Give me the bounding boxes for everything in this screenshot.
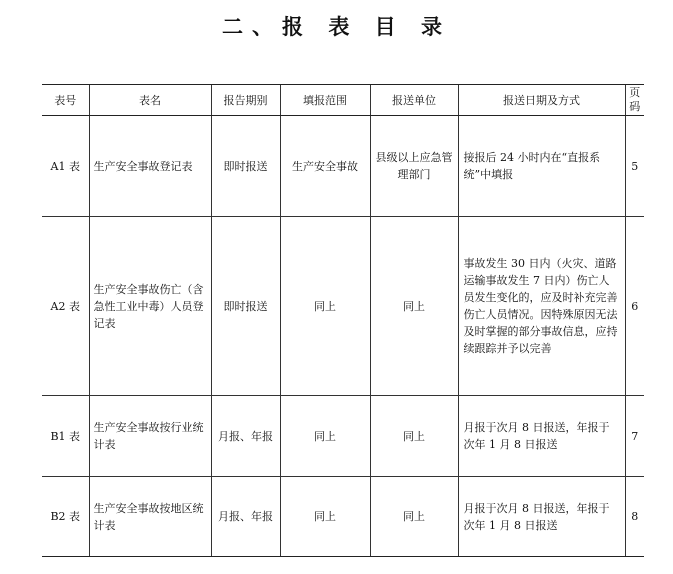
cell-method: 接报后 24 小时内在“直报系统”中填报 (458, 116, 625, 217)
report-catalog-table (42, 84, 644, 557)
header-scope: 填报范围 (280, 85, 370, 116)
cell-unit: 同上 (370, 217, 458, 396)
header-unit: 报送单位 (370, 85, 458, 116)
cell-period: 即时报送 (211, 116, 280, 217)
header-name: 表名 (89, 85, 211, 116)
cell-page: 7 (625, 396, 644, 477)
cell-code: B2 表 (42, 477, 89, 557)
table-row (42, 217, 644, 396)
table-row (42, 477, 644, 557)
page-title: 二、报 表 目 录 (222, 15, 451, 39)
header-page-line2: 码 (629, 100, 641, 113)
cell-page: 8 (625, 477, 644, 557)
cell-name: 生产安全事故按地区统计表 (89, 477, 211, 557)
cell-scope: 同上 (280, 477, 370, 557)
table-row (42, 396, 644, 477)
header-code: 表号 (42, 85, 89, 116)
cell-method: 事故发生 30 日内（火灾、道路运输事故发生 7 日内）伤亡人员发生变化的，应及时补充完善伤亡人员情况。因特殊原因无法及时掌握的部分事故信息，应持续跟踪并予以完善 (458, 217, 625, 396)
cell-unit: 同上 (370, 477, 458, 557)
header-period: 报告期别 (211, 85, 280, 116)
cell-scope: 生产安全事故 (280, 116, 370, 217)
cell-period: 月报、年报 (211, 477, 280, 557)
cell-unit: 同上 (370, 396, 458, 477)
header-method: 报送日期及方式 (458, 85, 625, 116)
table-header-row (42, 85, 644, 116)
table-row (42, 116, 644, 217)
cell-code: A1 表 (42, 116, 89, 217)
cell-name: 生产安全事故伤亡（含急性工业中毒）人员登记表 (89, 217, 211, 396)
cell-unit: 县级以上应急管理部门 (370, 116, 458, 217)
cell-code: B1 表 (42, 396, 89, 477)
cell-page: 5 (625, 116, 644, 217)
header-page (625, 85, 644, 116)
cell-method: 月报于次月 8 日报送，年报于次年 1 月 8 日报送 (458, 477, 625, 557)
cell-method: 月报于次月 8 日报送，年报于次年 1 月 8 日报送 (458, 396, 625, 477)
cell-period: 月报、年报 (211, 396, 280, 477)
cell-scope: 同上 (280, 396, 370, 477)
header-page-line1: 页 (629, 86, 641, 99)
cell-scope: 同上 (280, 217, 370, 396)
cell-name: 生产安全事故按行业统计表 (89, 396, 211, 477)
cell-name: 生产安全事故登记表 (89, 116, 211, 217)
cell-code: A2 表 (42, 217, 89, 396)
cell-period: 即时报送 (211, 217, 280, 396)
cell-page: 6 (625, 217, 644, 396)
